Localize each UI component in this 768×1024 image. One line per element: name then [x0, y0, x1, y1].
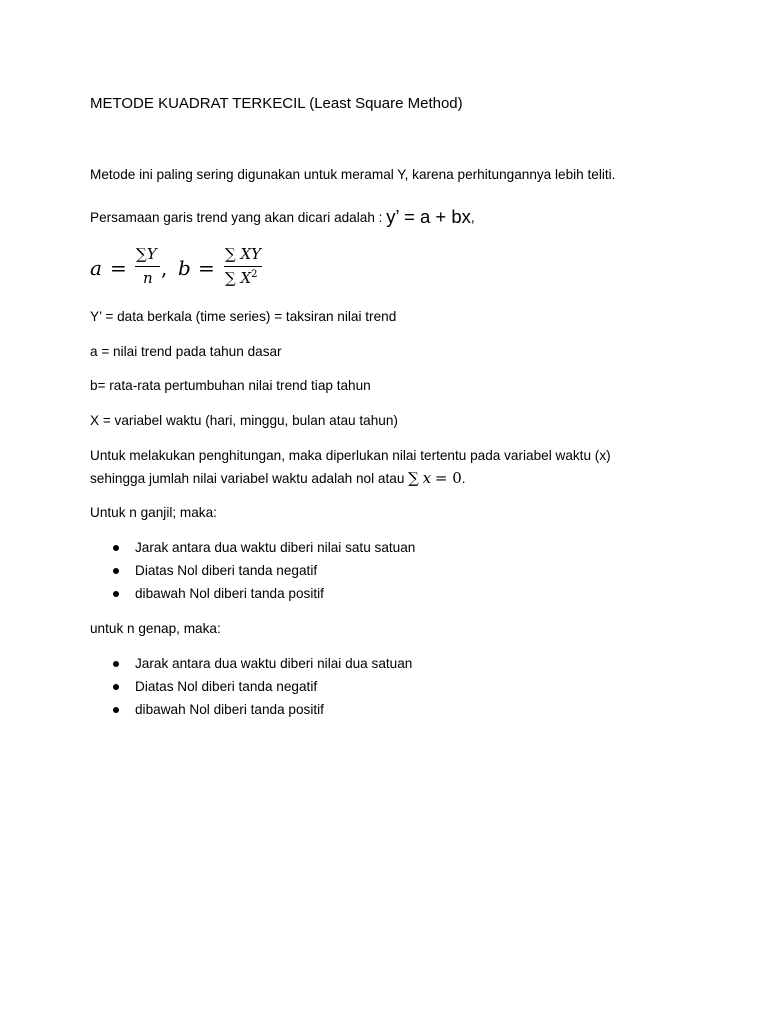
list-item: Jarak antara dua waktu diberi nilai dua satuan: [135, 656, 413, 671]
odd-heading: Untuk n ganjil; maka:: [90, 505, 217, 520]
list-item: Diatas Nol diberi tanda negatif: [135, 679, 318, 694]
formula-b-denominator-base: ∑ X: [225, 269, 252, 287]
explanation-period: .: [461, 471, 466, 486]
trend-equation-suffix: ,: [470, 210, 475, 225]
trend-equation-line: [90, 207, 475, 227]
definition-y: Y’ = data berkala (time series) = taksiran nilai trend: [90, 309, 397, 324]
formula-a-denominator: n: [143, 269, 153, 287]
document-title: METODE KUADRAT TERKECIL (Least Square Method): [90, 95, 463, 112]
formula-a-fraction-bar: [135, 266, 160, 267]
bullet-dot: [113, 661, 119, 667]
sum-equals-zero: = 0: [434, 469, 462, 487]
trend-equation-prefix: Persamaan garis trend yang akan dicari adalah :: [90, 210, 387, 225]
list-item: Diatas Nol diberi tanda negatif: [135, 563, 318, 578]
trend-equation: y’ = a + bx: [386, 206, 471, 227]
explanation-line-2-text: sehingga jumlah nilai variabel waktu adalah nol atau: [90, 471, 409, 486]
bullet-dot: [113, 591, 119, 597]
bullet-dot: [113, 684, 119, 690]
formula-b-numerator: ∑ XY: [225, 245, 262, 263]
list-item: dibawah Nol diberi tanda positif: [135, 586, 324, 601]
sum-variable: x: [422, 469, 432, 487]
definition-a: a = nilai trend pada tahun dasar: [90, 344, 282, 359]
formula-a-numerator: ∑Y: [136, 245, 157, 263]
bullet-dot: [113, 707, 119, 713]
formula-a-equals: =: [110, 256, 127, 280]
list-item: dibawah Nol diberi tanda positif: [135, 702, 324, 717]
formula-b-denominator: [225, 269, 258, 287]
intro-paragraph: Metode ini paling sering digunakan untuk meramal Y, karena perhitungannya lebih teliti.: [90, 167, 616, 182]
bullet-dot: [113, 545, 119, 551]
formula-b-fraction-bar: [224, 266, 262, 267]
even-heading: untuk n genap, maka:: [90, 621, 221, 636]
formula-b-equals: =: [198, 256, 215, 280]
explanation-line-2: [90, 469, 466, 488]
least-square-formula: [90, 244, 390, 294]
formula-a-variable: a: [90, 256, 102, 280]
definition-x: X = variabel waktu (hari, minggu, bulan atau tahun): [90, 413, 398, 428]
formula-b-denominator-exponent: 2: [251, 269, 258, 280]
explanation-line-1: Untuk melakukan penghitungan, maka diperlukan nilai tertentu pada variabel waktu (x): [90, 448, 611, 463]
formula-separator: ,: [161, 256, 168, 280]
list-item: Jarak antara dua waktu diberi nilai satu satuan: [135, 540, 416, 555]
definition-b: b= rata-rata pertumbuhan nilai trend tiap tahun: [90, 378, 371, 393]
formula-b-variable: b: [178, 256, 191, 280]
bullet-dot: [113, 568, 119, 574]
sum-symbol: ∑: [408, 469, 419, 487]
